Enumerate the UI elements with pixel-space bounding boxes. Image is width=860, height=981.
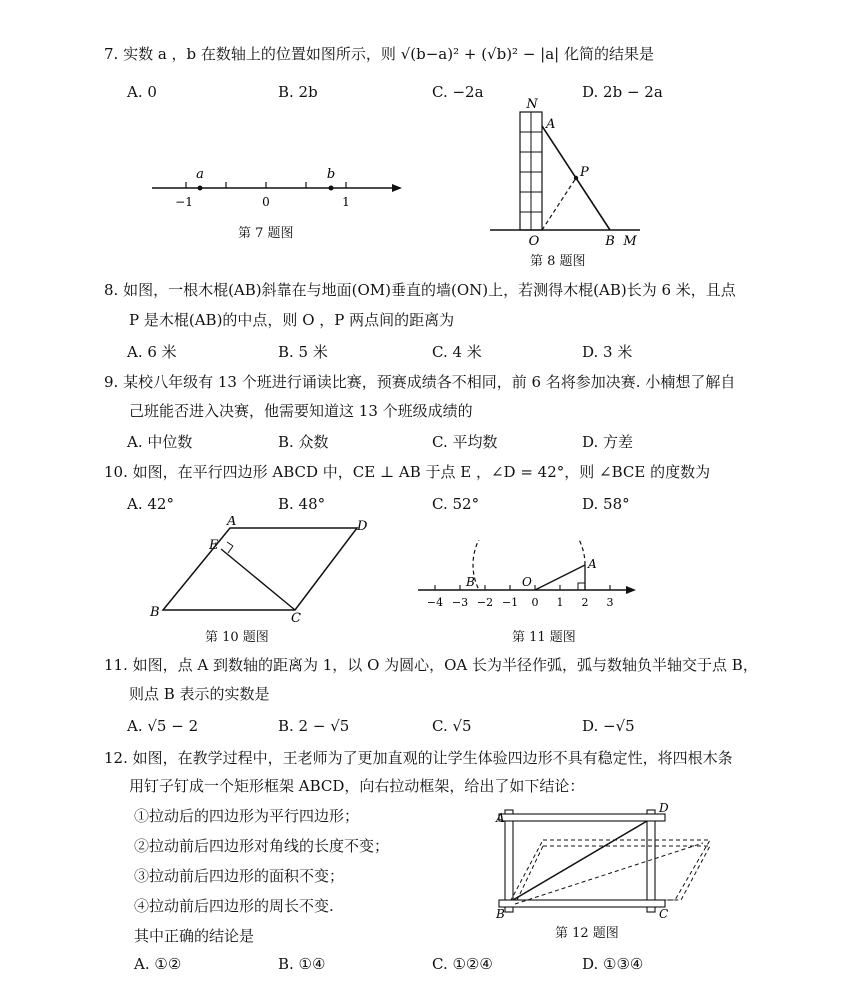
q8-ladder-figure	[480, 98, 650, 248]
q10-option-b: B. 48°	[278, 495, 326, 513]
q11-line2: 则点 B 表示的实数是	[129, 685, 270, 703]
q12-conclusion-1: ①拉动后的四边形为平行四边形；	[134, 807, 360, 825]
q11-option-a: A. √5 − 2	[127, 717, 199, 735]
q12-caption: 第 12 题图	[555, 926, 619, 941]
q7-point-b: b	[326, 167, 336, 182]
q8-option-d: D. 3 米	[582, 343, 633, 361]
q10-caption: 第 10 题图	[205, 630, 269, 645]
q12-conclusion-2: ②拉动前后四边形对角线的长度不变；	[134, 837, 390, 855]
q11-label-b: B	[466, 575, 475, 589]
q12-option-a: A. ①②	[134, 955, 182, 973]
q12-label-c: C	[659, 907, 669, 920]
q9-line1: 9. 某校八年级有 13 个班进行诵读比赛，预赛成绩各不相同，前 6 名将参加决赛. 小楠想了解自	[104, 373, 736, 391]
q11-tick-1: 1	[556, 596, 564, 609]
q7-text: 7. 实数 a ，b 在数轴上的位置如图所示，则 √(b−a)² + (√b)² − |a| 化简的结果是	[104, 45, 654, 63]
q7-tick-1: 1	[342, 195, 350, 209]
q12-ask: 其中正确的结论是	[134, 927, 255, 945]
q10-label-e: E	[209, 538, 219, 553]
q7-option-c: C. −2a	[432, 83, 484, 101]
q11-tick-2: 2	[581, 596, 589, 609]
q10-text: 10. 如图，在平行四边形 ABCD 中，CE ⊥ AB 于点 E ，∠D = 42°，则 ∠BCE 的度数为	[104, 463, 711, 481]
q11-tick-neg3: −3	[451, 596, 469, 609]
q11-tick-3: 3	[606, 596, 614, 609]
q8-label-a: A	[546, 117, 556, 132]
q8-label-m: M	[623, 234, 637, 248]
q9-option-c: C. 平均数	[432, 433, 498, 451]
q12-option-b: B. ①④	[278, 955, 326, 973]
q7-tick-0: 0	[262, 195, 270, 209]
q11-arc-figure	[410, 540, 640, 620]
q7-tick-neg1: −1	[175, 195, 193, 209]
q7-option-b: B. 2b	[278, 83, 318, 101]
q10-label-a: A	[227, 516, 237, 529]
q11-line1: 11. 如图，点 A 到数轴的距离为 1，以 O 为圆心，OA 长为半径作弧，弧与数轴负半轴交于点 B，	[104, 656, 758, 674]
q12-label-a: A	[496, 811, 505, 825]
q12-option-d: D. ①③④	[582, 955, 644, 973]
q10-option-c: C. 52°	[432, 495, 480, 513]
q8-label-p: P	[580, 165, 589, 180]
q7-caption: 第 7 题图	[238, 226, 294, 241]
q7-option-d: D. 2b − 2a	[582, 83, 663, 101]
q11-tick-neg2: −2	[476, 596, 494, 609]
q8-option-a: A. 6 米	[127, 343, 177, 361]
q9-option-b: B. 众数	[278, 433, 329, 451]
q11-option-d: D. −√5	[582, 717, 635, 735]
q8-line2: P 是木棍(AB)的中点，则 O ，P 两点间的距离为	[129, 311, 455, 329]
q10-option-a: A. 42°	[127, 495, 174, 513]
q11-tick-neg4: −4	[426, 596, 444, 609]
q11-tick-0: 0	[531, 596, 539, 609]
q10-label-d: D	[357, 519, 368, 534]
q10-label-b: B	[150, 605, 160, 620]
q11-tick-neg1: −1	[501, 596, 519, 609]
q12-label-b: B	[496, 907, 505, 920]
q9-line2: 己班能否进入决赛，他需要知道这 13 个班级成绩的	[129, 402, 473, 420]
q10-option-d: D. 58°	[582, 495, 630, 513]
q12-option-c: C. ①②④	[432, 955, 493, 973]
q8-caption: 第 8 题图	[530, 254, 586, 269]
q12-line2: 用钉子钉成一个矩形框架 ABCD，向右拉动框架，给出了如下结论：	[129, 777, 585, 795]
q8-line1: 8. 如图，一根木棍(AB)斜靠在与地面(OM)垂直的墙(ON)上，若测得木棍(AB)长为 6 米，且点	[104, 281, 736, 299]
q12-conclusion-3: ③拉动前后四边形的面积不变；	[134, 867, 345, 885]
q8-label-n: N	[526, 98, 538, 112]
q9-option-d: D. 方差	[582, 433, 634, 451]
q8-label-b: B	[605, 234, 615, 248]
q12-line1: 12. 如图，在教学过程中，王老师为了更加直观的让学生体验四边形不具有稳定性，将四根木条	[104, 749, 733, 767]
q12-label-d: D	[659, 801, 669, 815]
q8-option-b: B. 5 米	[278, 343, 328, 361]
q8-option-c: C. 4 米	[432, 343, 482, 361]
q11-caption: 第 11 题图	[512, 630, 576, 645]
q7-number-line-figure	[140, 160, 420, 220]
q8-label-o: O	[528, 234, 540, 248]
q7-point-a: a	[196, 167, 204, 182]
q11-label-o: O	[522, 575, 532, 589]
q12-conclusion-4: ④拉动前后四边形的周长不变.	[134, 897, 334, 915]
q9-option-a: A. 中位数	[127, 433, 193, 451]
q10-label-c: C	[291, 611, 301, 626]
q11-option-c: C. √5	[432, 717, 472, 735]
q12-frame-figure	[495, 800, 725, 920]
q7-option-a: A. 0	[127, 83, 157, 101]
q10-parallelogram-figure	[145, 516, 380, 626]
q11-option-b: B. 2 − √5	[278, 717, 350, 735]
q11-label-a: A	[588, 557, 597, 571]
